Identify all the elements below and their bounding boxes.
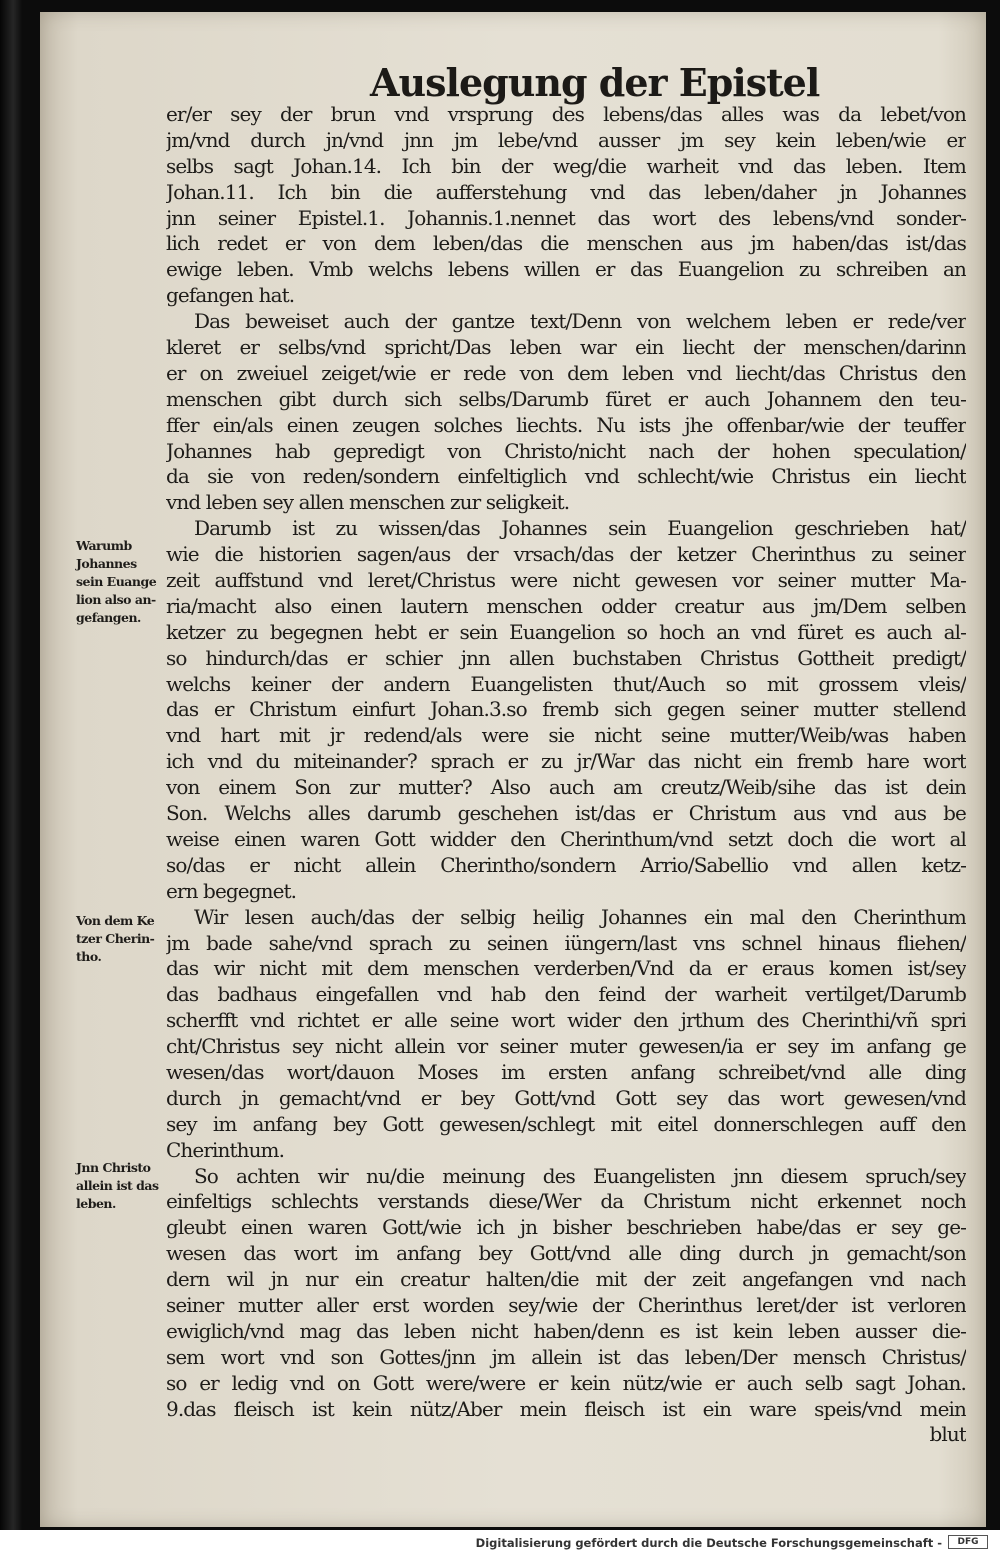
text-line: ern begegnet.: [166, 878, 297, 903]
text-line: dern wil jn nur ein creatur halten/die mit der zeit angefangen vnd nach: [166, 1267, 966, 1292]
dfg-logo: DFG: [948, 1535, 988, 1549]
marginal-note-line: Johannes: [76, 556, 137, 571]
text-line: einfeltigs schlechts verstands diese/Wer da Christum nicht erkennet noch: [166, 1189, 966, 1214]
text-line: wie die historien sagen/aus der vrsach/das der ketzer Cherinthus zu seiner: [166, 542, 966, 567]
marginal-note-line: lion also an-: [76, 592, 156, 607]
marginal-note: [76, 912, 178, 966]
text-line: wesen/das wort/dauon Moses im ersten anfang schreibet/vnd alle ding: [166, 1059, 966, 1084]
text-line: durch jn gemacht/vnd er bey Gott/vnd Gott sey das wort gewesen/vnd: [166, 1085, 966, 1110]
text-line: vnd leben sey allen menschen zur seligkeit.: [166, 490, 570, 515]
text-line: das er Christum einfurt Johan.3.so fremb sich gegen seiner mutter stellend: [166, 697, 966, 722]
text-line: jm/vnd durch jn/vnd jnn jm lebe/vnd ausser jm sey kein leben/wie er: [166, 127, 966, 152]
body-text: [166, 102, 966, 1448]
text-line: scherfft vnd richtet er alle seine wort wider den jrthum des Cherinthi/vñ spri: [166, 1008, 966, 1033]
text-line: jnn seiner Epistel.1. Johannis.1.nennet das wort des lebens/vnd sonder-: [166, 205, 966, 230]
text-line: Johan.11. Ich bin die aufferstehung vnd das leben/daher jn Johannes: [166, 179, 966, 204]
text-line: ewige leben. Vmb welchs lebens willen er das Euangelion zu schreiben an: [166, 257, 966, 282]
marginal-note-line: Von dem Ke: [76, 913, 155, 928]
text-line: ewiglich/vnd mag das leben nicht haben/denn es ist kein leben ausser die-: [166, 1318, 966, 1343]
text-line: seiner mutter aller erst worden sey/wie der Cherinthus leret/der ist verloren: [166, 1292, 966, 1317]
marginal-note-line: gefangen.: [76, 610, 141, 625]
marginal-note-line: tho.: [76, 949, 102, 964]
text-line: ketzer zu begegnen hebt er sein Euangelion so hoch an vnd füret es auch al-: [166, 619, 966, 644]
text-line: ria/macht also einen lautern menschen odder creatur aus jm/Dem selben: [166, 593, 966, 618]
text-line: Das beweiset auch der gantze text/Denn von welchem leben er rede/ver: [194, 309, 966, 334]
marginal-note-line: Jnn Christo: [76, 1160, 151, 1175]
book-binding: [0, 0, 22, 1530]
funding-credit: Digitalisierung gefördert durch die Deutsche Forschungsgemeinschaft -: [475, 1536, 942, 1550]
text-line: das badhaus eingefallen vnd hab den feind der warheit vertilget/Darumb: [166, 982, 966, 1007]
marginal-note: [76, 1159, 178, 1213]
text-line: sem wort vnd son Gottes/jnn jm allein ist das leben/Der mensch Christus/: [166, 1344, 966, 1369]
text-line: kleret er selbs/vnd spricht/Das leben war ein liecht der menschen/darinn: [166, 335, 966, 360]
text-line: menschen gibt durch sich selbs/Darumb füret er auch Johannem den teu-: [166, 386, 966, 411]
text-line: von einem Son zur mutter? Also auch am creutz/Weib/sihe das ist dein: [166, 775, 966, 800]
text-line: vnd hart mit jr redend/als were sie nicht seine mutter/Weib/was haben: [166, 723, 966, 748]
catchword: blut: [929, 1422, 966, 1447]
text-line: lich redet er von dem leben/das die menschen aus jm haben/das ist/das: [166, 231, 966, 256]
text-line: Johannes hab gepredigt von Christo/nicht nach der hohen speculation/: [166, 438, 966, 463]
text-line: er/er sey der brun vnd vrsprung des lebens/das alles was da lebet/von: [166, 102, 966, 126]
text-line: wesen das wort im anfang bey Gott/vnd alle ding durch jn gemacht/son: [166, 1241, 966, 1266]
text-line: Cherinthum.: [166, 1137, 285, 1162]
text-line: er on zweiuel zeiget/wie er rede von dem leben vnd liecht/das Christus den: [166, 360, 966, 385]
text-line: selbs sagt Johan.14. Ich bin der weg/die warheit vnd das leben. Item: [166, 153, 966, 178]
text-line: so er ledig vnd on Gott were/were er kein nütz/wie er auch selb sagt Johan.: [166, 1370, 966, 1395]
text-line: welchs keiner der andern Euangelisten thut/Auch so mit grossem vleis/: [166, 671, 966, 696]
marginal-note-line: Warumb: [76, 538, 132, 553]
text-line: zeit auffstund vnd leret/Christus were nicht gewesen vor seiner mutter Ma-: [166, 568, 966, 593]
text-line: Son. Welchs alles darumb geschehen ist/das er Christum aus vnd aus be: [166, 801, 966, 826]
text-line: gleubt einen waren Gott/wie ich jn bisher beschrieben habe/das er sey ge-: [166, 1215, 966, 1240]
text-line: Darumb ist zu wissen/das Johannes sein Euangelion geschrieben hat/: [194, 516, 966, 541]
marginal-note: [76, 537, 178, 627]
marginal-note-line: leben.: [76, 1196, 116, 1211]
text-line: Wir lesen auch/das der selbig heilig Johannes ein mal den Cherinthum: [194, 904, 966, 929]
text-line: da sie von reden/sondern einfeltiglich vnd schlecht/wie Christus ein liecht: [166, 464, 966, 489]
text-line: So achten wir nu/die meinung des Euangelisten jnn diesem spruch/sey: [194, 1163, 966, 1188]
text-line: ich vnd du miteinander? sprach er zu jr/War das nicht ein fremb hare wort: [166, 749, 966, 774]
text-line: gefangen hat.: [166, 283, 295, 308]
text-line: sey im anfang bey Gott gewesen/schlegt mit eitel donnerschlegen auff den: [166, 1111, 966, 1136]
text-line: so hindurch/das er schier jnn allen buchstaben Christus Gottheit predigt/: [166, 645, 966, 670]
text-line: weise einen waren Gott widder den Cherinthum/vnd setzt doch die wort al: [166, 826, 966, 851]
text-line: das wir nicht mit dem menschen verderben/Vnd da er eraus komen ist/sey: [166, 956, 966, 981]
marginal-note-line: sein Euange: [76, 574, 157, 589]
marginal-note-line: allein ist das: [76, 1178, 159, 1193]
text-line: so/das er nicht allein Cherintho/sondern Arrio/Sabellio vnd allen ketz-: [166, 852, 966, 877]
running-head: Auslegung der Epistel: [370, 60, 820, 105]
marginal-note-line: tzer Cherin-: [76, 931, 155, 946]
text-line: cht/Christus sey nicht allein vor seiner muter gewesen/ia er sey im anfang ge: [166, 1034, 966, 1059]
footer-bar: [0, 1530, 1000, 1555]
text-line: jm bade sahe/vnd sprach zu seinen iüngern/last vns schnel hinaus fliehen/: [166, 930, 966, 955]
text-line: 9.das fleisch ist kein nütz/Aber mein fleisch ist ein ware speis/vnd mein: [166, 1396, 966, 1421]
text-line: ffer ein/als einen zeugen solches liechts. Nu ists jhe offenbar/wie der teuffer: [166, 412, 966, 437]
